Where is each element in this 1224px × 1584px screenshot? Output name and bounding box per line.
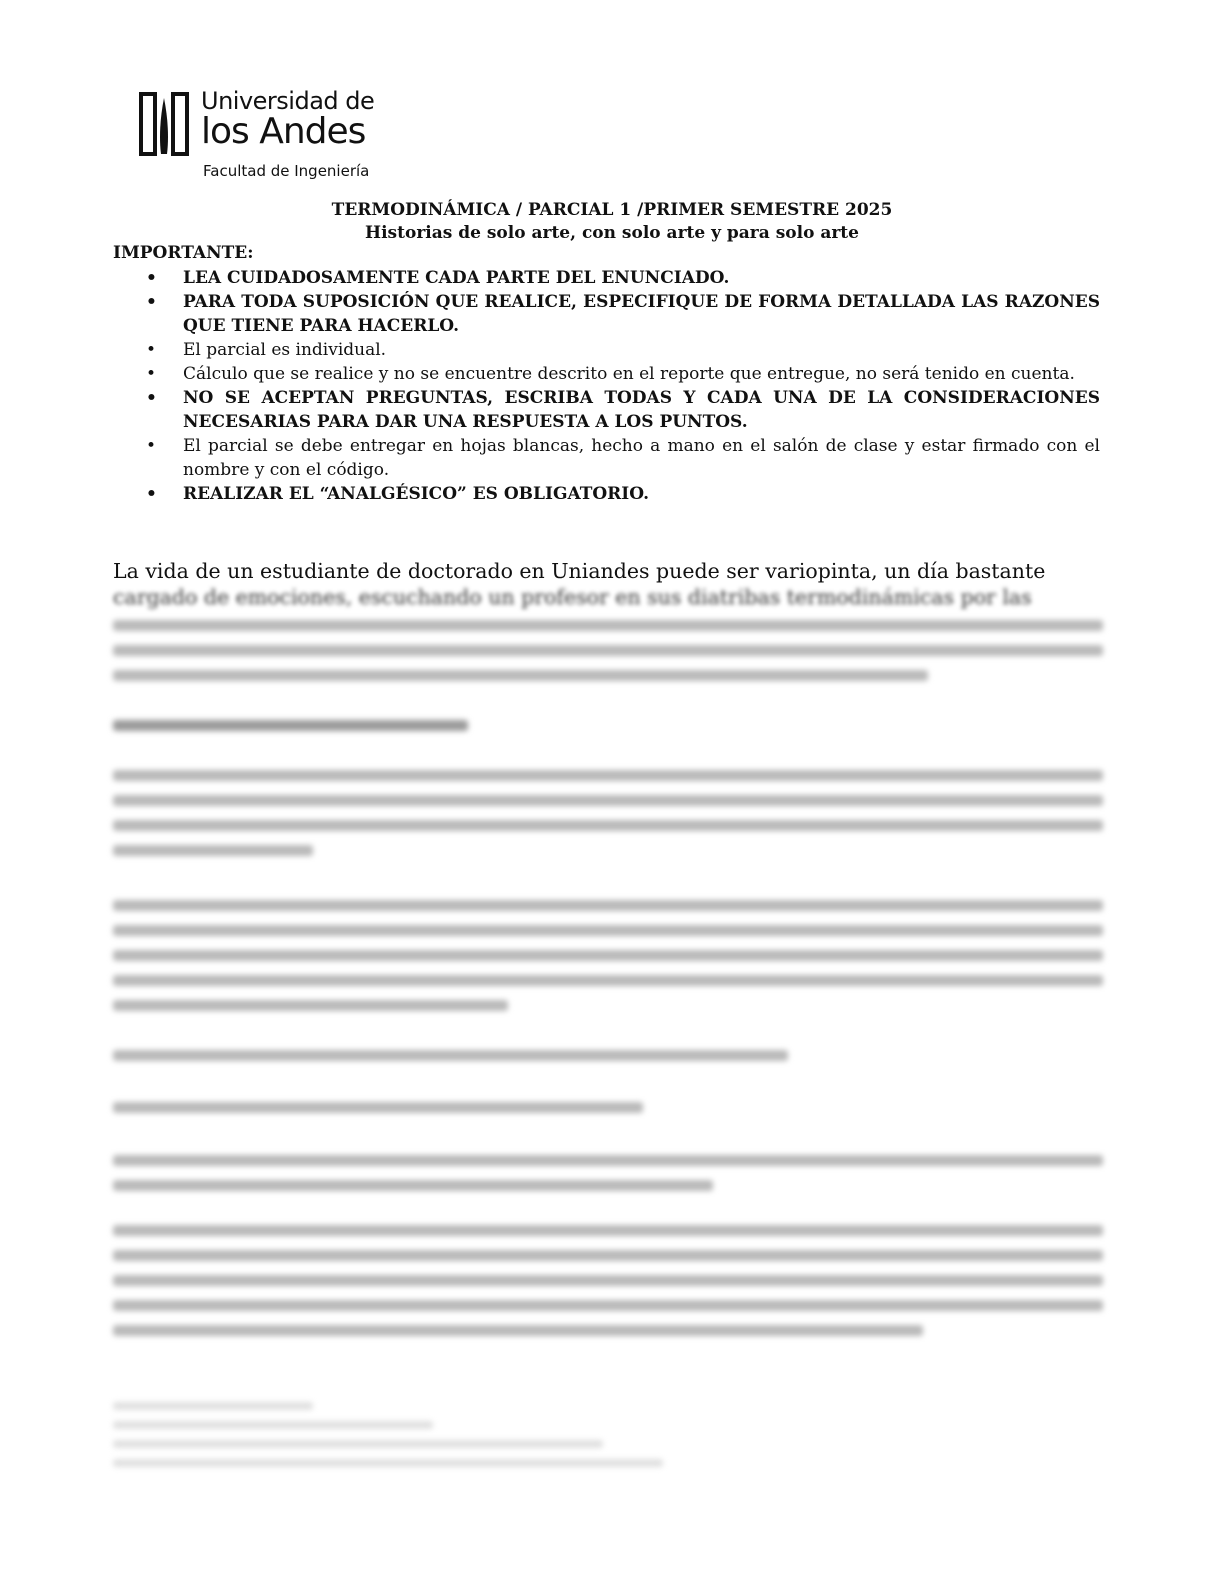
blurred-paragraph [113,1225,1103,1350]
intro-line-2-blurred: cargado de emociones, escuchando un profesor en sus diatribas termodinámicas por las [113,585,1032,609]
rule-item: • El parcial es individual. [113,338,1100,362]
document-title: TERMODINÁMICA / PARCIAL 1 /PRIMER SEMESTRE 2025 [331,200,893,220]
intro-line-1: La vida de un estudiante de doctorado en Uniandes puede ser variopinta, un día bastante [113,559,1046,583]
university-logo [135,88,374,180]
blurred-paragraph [113,770,1103,870]
rule-item: • El parcial se debe entregar en hojas blancas, hecho a mano en el salón de clase y estar firmado con el nombre y con el código. [113,434,1100,482]
blurred-heading [113,720,1103,745]
blurred-paragraph [113,1155,1103,1205]
rule-item: • NO SE ACEPTAN PREGUNTAS, ESCRIBA TODAS Y CADA UNA DE LA CONSIDERACIONES NECESARIAS PARA DAR UNA RESPUESTA A LOS PUNTOS. [113,386,1100,434]
blurred-footer [113,1402,1103,1478]
rule-item: • REALIZAR EL “ANALGÉSICO” ES OBLIGATORIO. [113,482,1100,506]
blurred-paragraph [113,620,1103,695]
document-subtitle: Historias de solo arte, con solo arte y para solo arte [365,223,859,243]
blurred-line [113,1102,1103,1127]
logo-line-2: los Andes [201,111,366,152]
rule-item: • Cálculo que se realice y no se encuentre descrito en el reporte que entregue, no será tenido en cuenta. [113,362,1100,386]
rule-item: • LEA CUIDADOSAMENTE CADA PARTE DEL ENUNCIADO. [113,266,1100,290]
rules-list [113,266,1100,506]
rule-item: • PARA TODA SUPOSICIÓN QUE REALICE, ESPECIFIQUE DE FORMA DETALLADA LAS RAZONES QUE TIENE PARA HACERLO. [113,290,1100,338]
logo-line-1: Universidad de [201,87,375,115]
logo-emblem-icon [135,88,193,160]
blurred-paragraph [113,900,1103,1025]
intro-paragraph [113,558,1100,610]
blurred-line [113,1050,1103,1075]
logo-faculty: Facultad de Ingeniería [203,162,370,180]
important-label: IMPORTANTE: [113,243,254,263]
